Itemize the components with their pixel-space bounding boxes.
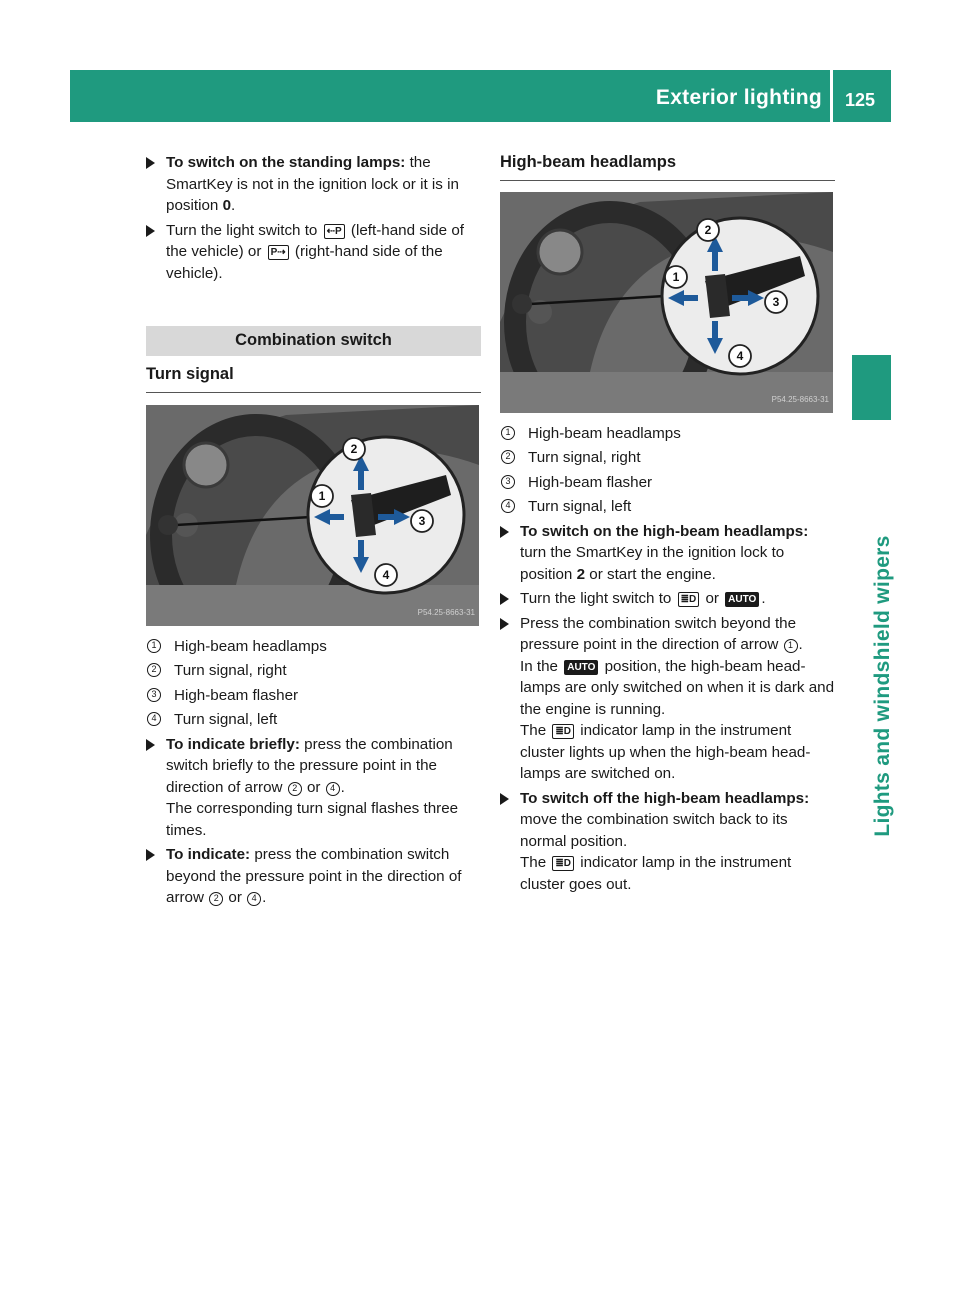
step-text: (left-hand side of the vehicle) or — [166, 221, 465, 260]
ignition-position: 2 — [576, 565, 586, 583]
step-title: To indicate: — [166, 846, 251, 863]
step-text: (right-hand side of the vehicle). — [166, 243, 443, 282]
step-title: To indicate briefly: — [166, 735, 300, 753]
legend-item — [500, 423, 835, 445]
legend-item — [500, 447, 835, 469]
step-title: To switch off the high-beam headlamps: — [520, 789, 810, 807]
auto-lights-icon: AUTO — [564, 660, 598, 675]
step-light-switch — [146, 220, 481, 285]
step-arrow-icon — [500, 526, 509, 538]
ignition-position: 0 — [222, 197, 232, 214]
legend-item — [500, 472, 835, 494]
right-column — [500, 152, 835, 898]
legend-text: High-beam headlamps — [528, 424, 681, 442]
legend-number: 2 — [501, 450, 515, 464]
figure-code: P54.25-8663-31 — [417, 608, 475, 617]
step-note: The corresponding turn signal flashes three times. — [166, 800, 459, 839]
step-text: or — [224, 889, 247, 906]
step-arrow-icon — [500, 593, 509, 605]
step-text: Press the combination switch beyond the pressure point in the direction of arrow — [520, 614, 797, 653]
parking-lamp-right-icon: P⇢ — [268, 245, 289, 260]
arrow-ref-4: 4 — [247, 892, 261, 906]
legend-text: Turn signal, left — [174, 711, 278, 728]
callout-2: 2 — [350, 441, 358, 456]
step-arrow-icon — [146, 157, 155, 169]
step-standing-lamps — [146, 152, 481, 217]
step-text: press the combination switch briefly to the pressure point in the direction of arrow — [166, 735, 453, 796]
step-text: . — [231, 197, 236, 214]
step-text: . — [761, 590, 766, 607]
subhead-high-beam: High-beam headlamps — [500, 152, 835, 181]
step-arrow-icon — [146, 225, 155, 237]
step-indicate-briefly — [146, 734, 481, 842]
high-beam-indicator-icon: ≣D — [552, 856, 574, 871]
legend-number: 2 — [147, 663, 161, 677]
step-text: move the combination switch back to its normal position. — [520, 811, 788, 850]
legend-number: 3 — [501, 475, 515, 489]
legend-item — [146, 709, 481, 731]
step-text: the SmartKey is not in the ignition lock or it is in position — [166, 154, 459, 214]
step-switch-off-high-beam — [500, 788, 835, 896]
callout-1: 1 — [672, 269, 680, 284]
legend-text: Turn signal, right — [174, 662, 287, 679]
low-beam-icon: ≣D — [678, 592, 700, 607]
step-title: To switch on the standing lamps: — [166, 154, 406, 171]
legend-number: 1 — [147, 639, 161, 653]
high-beam-indicator-icon: ≣D — [552, 724, 574, 739]
arrow-ref-1: 1 — [784, 639, 798, 653]
step-arrow-icon — [500, 793, 509, 805]
callout-3: 3 — [772, 294, 780, 309]
chapter-label: Lights and windshield wipers — [871, 535, 894, 837]
arrow-ref-2: 2 — [288, 782, 302, 796]
step-note: position, the high-beam headlamps are only switched on when it is dark and the engine is running. — [520, 657, 835, 718]
step-note: indicator lamp in the instrument cluster lights up when the high-beam headlamps are switched on. — [520, 722, 811, 782]
legend-number: 1 — [501, 426, 515, 440]
step-text: or — [701, 590, 724, 607]
figure-code: P54.25-8663-31 — [771, 395, 829, 404]
callout-2: 2 — [704, 222, 712, 237]
callout-4: 4 — [736, 348, 744, 363]
legend-item — [146, 660, 481, 682]
step-text: . — [798, 636, 803, 653]
legend-text: Turn signal, left — [528, 498, 632, 515]
legend-text: Turn signal, right — [528, 449, 641, 466]
legend-item — [146, 636, 481, 658]
step-text: or — [302, 778, 325, 796]
left-column — [146, 152, 481, 912]
legend-item — [500, 496, 835, 518]
callout-3: 3 — [418, 513, 426, 528]
step-title: To switch on the high-beam headlamps: — [520, 522, 809, 540]
step-indicate — [146, 844, 481, 909]
combination-switch-figure — [146, 405, 479, 626]
legend-number: 3 — [147, 688, 161, 702]
step-text: . — [340, 778, 345, 796]
step-press-combination-switch — [500, 613, 835, 785]
step-text: or start the engine. — [585, 565, 716, 583]
step-arrow-icon — [500, 618, 509, 630]
step-arrow-icon — [146, 849, 155, 861]
step-note: indicator lamp in the instrument cluster goes out. — [520, 854, 792, 893]
step-note: The — [520, 854, 551, 871]
legend-item — [146, 685, 481, 707]
header-divider — [830, 70, 833, 122]
arrow-ref-2: 2 — [209, 892, 223, 906]
step-note: In the — [520, 657, 563, 675]
callout-1: 1 — [318, 488, 326, 503]
legend-text: High-beam headlamps — [174, 637, 327, 655]
step-text: press the combination switch beyond the pressure point in the direction of arrow — [166, 846, 462, 906]
parking-lamp-left-icon: ⇠P — [324, 224, 345, 239]
side-tab — [852, 355, 891, 420]
step-note: The — [520, 722, 551, 739]
callout-4: 4 — [382, 567, 390, 582]
legend-number: 4 — [501, 499, 515, 513]
page-number: 125 — [845, 90, 876, 110]
legend-number: 4 — [147, 712, 161, 726]
subhead-turn-signal: Turn signal — [146, 364, 481, 393]
step-text: Turn the light switch to — [166, 221, 322, 239]
legend-text: High-beam flasher — [174, 686, 299, 704]
high-beam-figure — [500, 192, 833, 413]
arrow-ref-4: 4 — [326, 782, 340, 796]
step-text: Turn the light switch to — [520, 590, 676, 607]
auto-lights-icon: AUTO — [725, 592, 759, 607]
legend-text: High-beam flasher — [528, 473, 653, 491]
page-title: Exterior lighting — [655, 86, 822, 109]
step-text: . — [262, 889, 267, 906]
section-title: Combination switch — [146, 326, 481, 356]
step-switch-on-high-beam — [500, 521, 835, 586]
step-arrow-icon — [146, 739, 155, 751]
step-text: turn the SmartKey in the ignition lock to position — [520, 544, 785, 583]
step-light-switch — [500, 588, 835, 610]
